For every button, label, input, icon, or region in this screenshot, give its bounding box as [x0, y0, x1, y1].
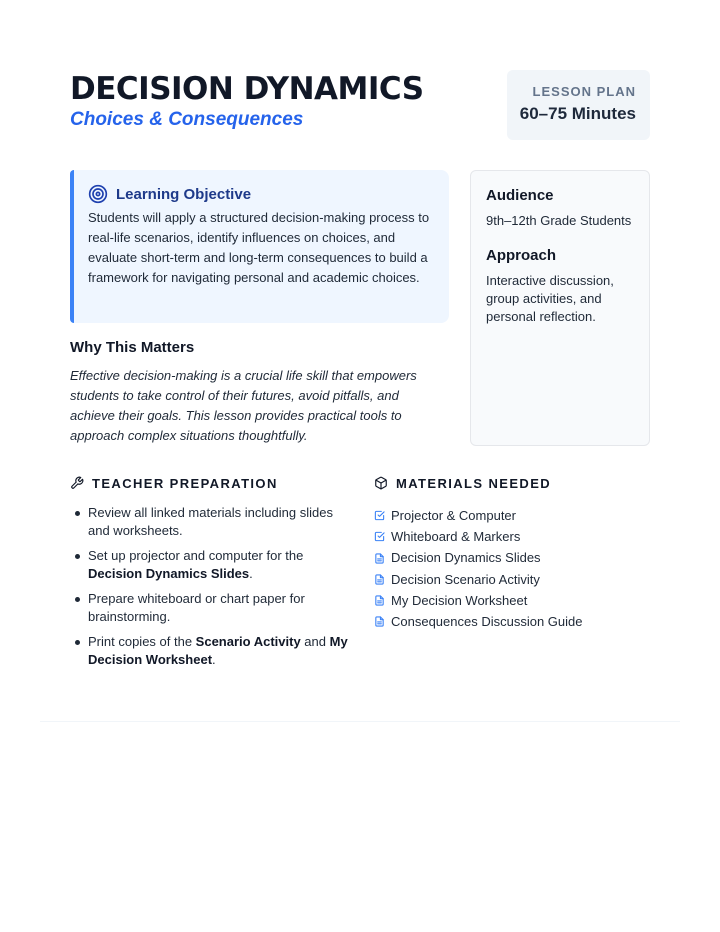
approach-text: Interactive discussion, group activities, and personal reflection. — [486, 273, 614, 324]
lesson-duration: 60–75 Minutes — [519, 104, 636, 123]
divider — [40, 721, 680, 722]
target-icon — [88, 184, 108, 204]
teacher-preparation-section — [70, 474, 350, 676]
teacher-preparation-heading: TEACHER PREPARATION — [92, 475, 278, 491]
document-icon — [374, 553, 385, 564]
learning-objective-card — [70, 170, 449, 323]
materials-needed-section — [374, 474, 654, 632]
wrench-icon — [70, 476, 84, 490]
lesson-plan-badge — [507, 70, 650, 140]
lesson-header — [70, 70, 650, 142]
document-icon — [374, 595, 385, 606]
preparation-list — [70, 504, 350, 669]
approach-heading: Approach — [486, 247, 557, 264]
box-icon — [374, 476, 388, 490]
lesson-info-sidebar — [470, 170, 650, 446]
audience-text: 9th–12th Grade Students — [486, 213, 632, 228]
list-item: My Decision Worksheet — [374, 590, 654, 611]
checkbox-icon — [374, 531, 385, 542]
list-item: Decision Dynamics Slides — [374, 547, 654, 568]
materials-list — [374, 505, 654, 632]
list-item: Review all linked materials including slides and worksheets. — [88, 504, 350, 540]
lesson-plan-label: LESSON PLAN — [532, 84, 636, 99]
learning-objective-text: Students will apply a structured decision-making process to real-life scenarios, identify influences on choices, and evaluate short-term and long-term consequences to build a framework for navigating personal and academic choices. — [88, 210, 430, 285]
list-item: Prepare whiteboard or chart paper for brainstorming. — [88, 590, 350, 626]
checkbox-icon — [374, 510, 385, 521]
list-item: Set up projector and computer for the Decision Dynamics Slides. — [88, 547, 350, 583]
list-item: Print copies of the Scenario Activity and My Decision Worksheet. — [88, 633, 350, 669]
page-subtitle: Choices & Consequences — [70, 109, 304, 130]
materials-needed-heading: MATERIALS NEEDED — [396, 475, 552, 491]
document-icon — [374, 616, 385, 627]
learning-objective-title: Learning Objective — [116, 185, 252, 203]
list-item: Projector & Computer — [374, 505, 654, 526]
why-heading: Why This Matters — [70, 339, 195, 356]
document-icon — [374, 574, 385, 585]
why-this-matters-section — [70, 338, 440, 446]
list-item: Whiteboard & Markers — [374, 526, 654, 547]
list-item: Decision Scenario Activity — [374, 569, 654, 590]
why-text: Effective decision-making is a crucial life skill that empowers students to take control of their futures, avoid pitfalls, and achieve their goals. This lesson provides practical tools to approach complex situations thoughtfully. — [70, 368, 417, 443]
list-item: Consequences Discussion Guide — [374, 611, 654, 632]
page-title: DECISION DYNAMICS — [70, 71, 424, 107]
audience-heading: Audience — [486, 187, 554, 204]
